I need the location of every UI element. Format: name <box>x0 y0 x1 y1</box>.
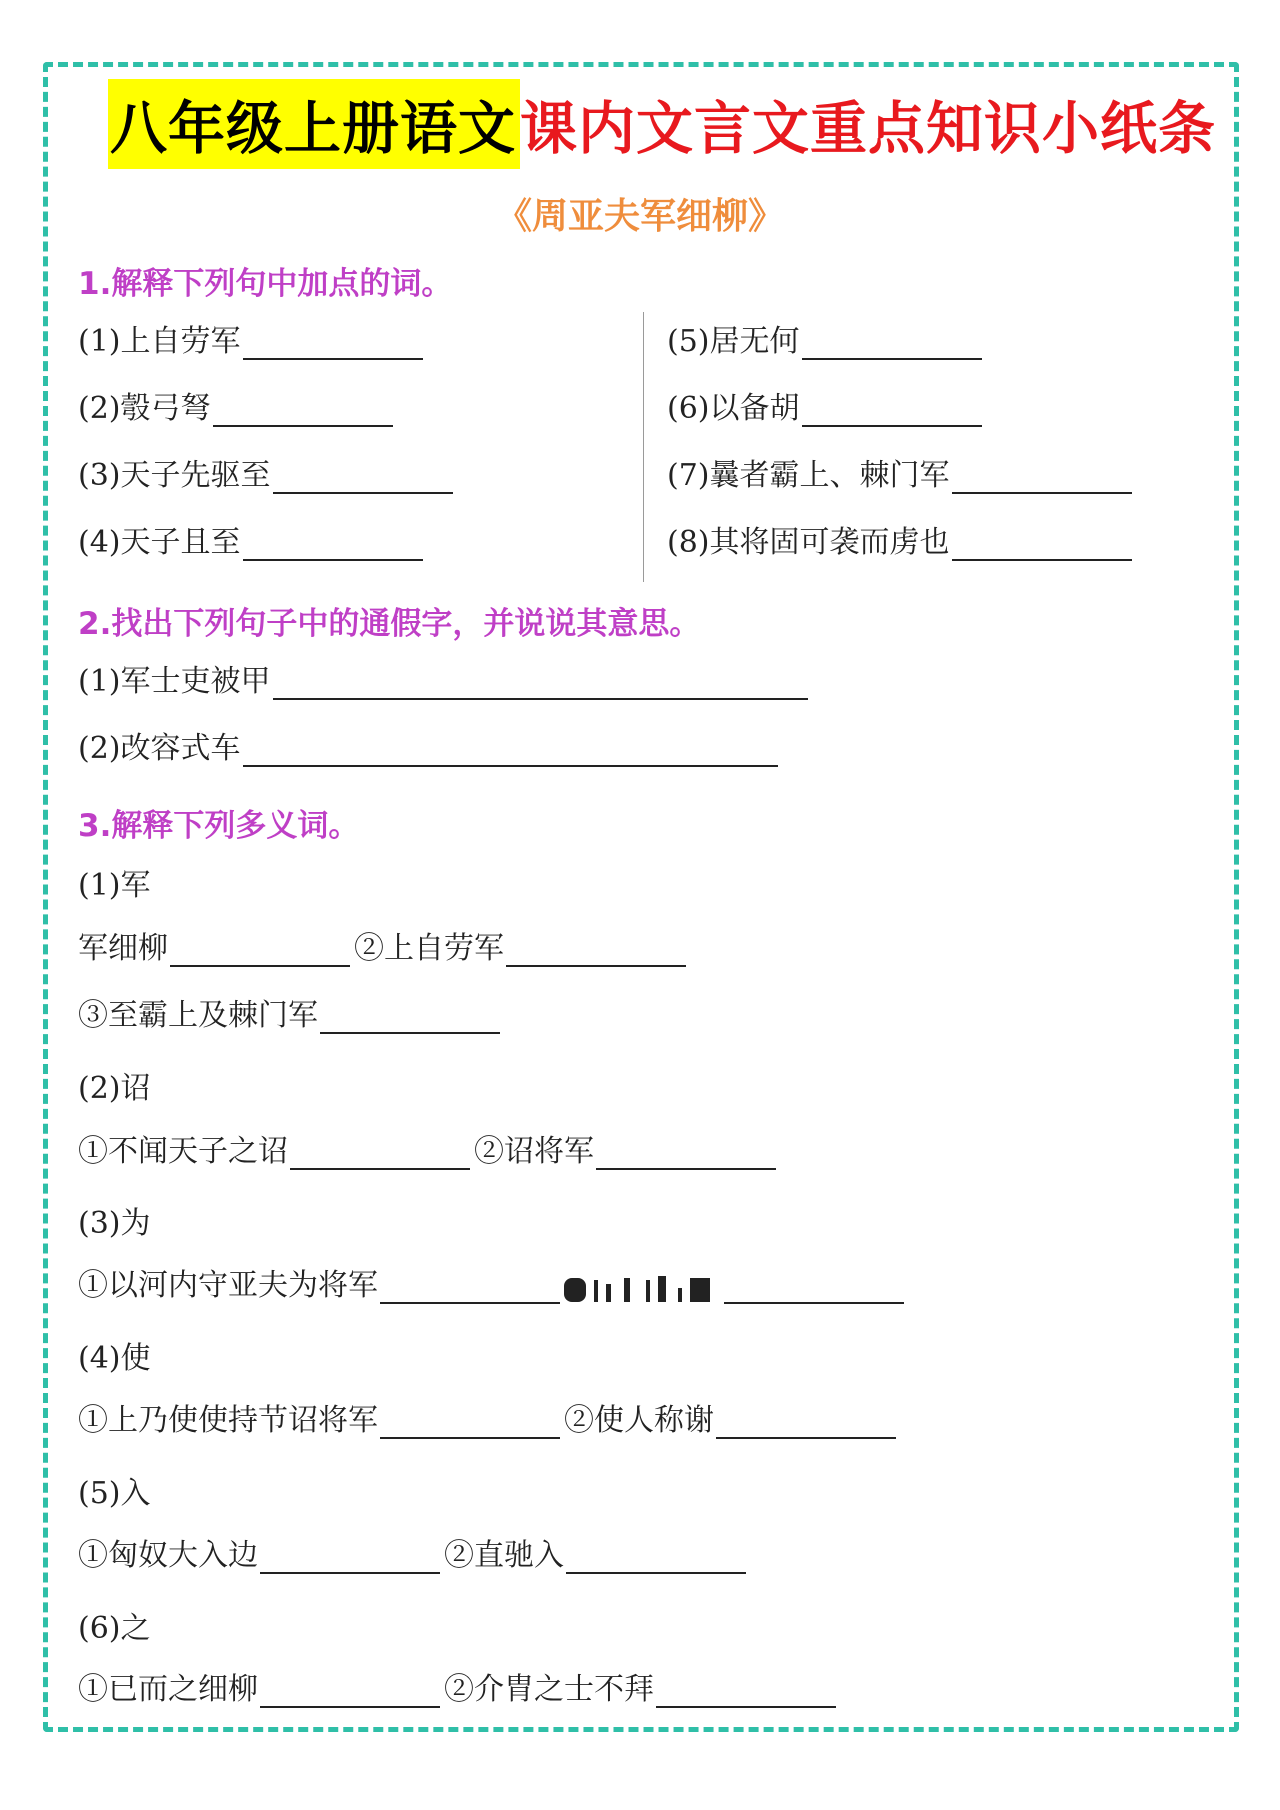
title-highlight: 八年级上册语文 <box>108 79 520 169</box>
answer-blank[interactable] <box>273 460 453 494</box>
answer-blank[interactable] <box>656 1674 836 1708</box>
answer-blank[interactable] <box>506 933 686 967</box>
section2-heading: 2.找出下列句子中的通假字，并说说其意思。 <box>78 606 701 642</box>
polysemy-row-6: ①已而之细柳 ②介胄之士不拜 <box>78 1666 836 1708</box>
answer-blank[interactable] <box>380 1270 560 1304</box>
article-title: 《周亚夫军细柳》 <box>495 196 784 237</box>
polysemy-row-1b: ③至霸上及棘门军 <box>78 992 500 1034</box>
answer-blank[interactable] <box>243 527 423 561</box>
answer-blank[interactable] <box>213 393 393 427</box>
polysemy-row-5: ①匈奴大入边 ②直驰入 <box>78 1532 746 1574</box>
column-divider <box>643 312 644 582</box>
polysemy-label-6: (6)之 <box>78 1611 151 1646</box>
s1-item-5: (5)居无何 <box>667 318 982 360</box>
answer-blank[interactable] <box>802 326 982 360</box>
polysemy-label-2: (2)诏 <box>78 1071 151 1106</box>
polysemy-row-3: ①以河内守亚夫为将军 <box>78 1262 904 1304</box>
polysemy-label-5: (5)入 <box>78 1476 151 1511</box>
answer-blank[interactable] <box>170 933 350 967</box>
answer-blank[interactable] <box>566 1540 746 1574</box>
s1-item-4: (4)天子且至 <box>78 519 423 561</box>
answer-blank[interactable] <box>724 1270 904 1304</box>
answer-blank[interactable] <box>243 733 778 767</box>
section1-heading: 1.解释下列句中加点的词。 <box>78 266 453 302</box>
answer-blank[interactable] <box>596 1136 776 1170</box>
answer-blank[interactable] <box>320 1000 500 1034</box>
answer-blank[interactable] <box>243 326 423 360</box>
s2-item-2: (2)改容式车 <box>78 725 778 767</box>
s1-item-1: (1)上自劳军 <box>78 318 423 360</box>
polysemy-row-2: ①不闻天子之诏 ②诏将军 <box>78 1128 776 1170</box>
answer-blank[interactable] <box>952 460 1132 494</box>
dashed-frame <box>43 62 1239 1732</box>
answer-blank[interactable] <box>802 393 982 427</box>
polysemy-label-3: (3)为 <box>78 1206 151 1241</box>
answer-blank[interactable] <box>952 527 1132 561</box>
section3-heading: 3.解释下列多义词。 <box>78 808 360 844</box>
polysemy-row-1a: 军细柳 ②上自劳军 <box>78 925 686 967</box>
answer-blank[interactable] <box>273 666 808 700</box>
s2-item-1: (1)军士吏被甲 <box>78 658 808 700</box>
page-title <box>108 78 1216 170</box>
s1-item-2: (2)彀弓弩 <box>78 385 393 427</box>
s1-item-8: (8)其将固可袭而虏也 <box>667 519 1132 561</box>
s1-item-6: (6)以备胡 <box>667 385 982 427</box>
polysemy-row-4: ①上乃使使持节诏将军 ②使人称谢 <box>78 1397 896 1439</box>
answer-blank[interactable] <box>716 1405 896 1439</box>
answer-blank[interactable] <box>380 1405 560 1439</box>
s1-item-7: (7)曩者霸上、棘门军 <box>667 452 1132 494</box>
answer-blank[interactable] <box>260 1540 440 1574</box>
obscured-text-artifact <box>562 1274 722 1304</box>
s1-item-3: (3)天子先驱至 <box>78 452 453 494</box>
polysemy-label-1: (1)军 <box>78 868 151 903</box>
answer-blank[interactable] <box>260 1674 440 1708</box>
answer-blank[interactable] <box>290 1136 470 1170</box>
polysemy-label-4: (4)使 <box>78 1341 151 1376</box>
title-rest: 课内文言文重点知识小纸条 <box>520 96 1216 162</box>
